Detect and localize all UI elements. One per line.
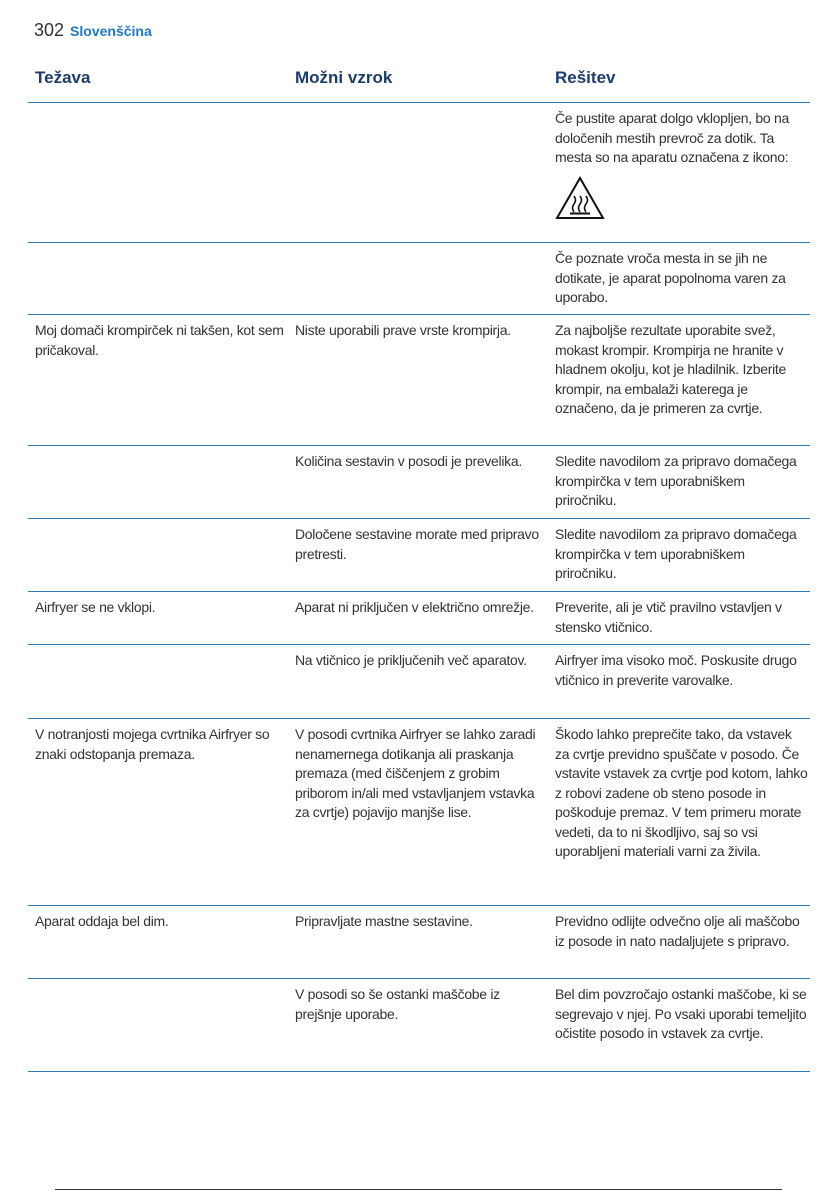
problem-cell-text: Moj domači krompirček ni takšen, kot sem pričakoval. (35, 322, 284, 358)
table-row (28, 645, 810, 719)
footer-divider (55, 1189, 782, 1190)
cause-cell (288, 519, 548, 591)
solution-cell-text: Če pustite aparat dolgo vklopljen, bo na določenih mestih prevroč za dotik. Ta mesta so na aparatu označena z ikono: (555, 110, 789, 165)
solution-cell-text: Previdno odlijte odvečno olje ali maščobo iz posode in nato nadaljujete s pripravo. (555, 913, 800, 949)
problem-cell (28, 906, 288, 978)
table-row (28, 315, 810, 446)
cause-cell (288, 446, 548, 518)
problem-cell (28, 103, 288, 242)
problem-cell (28, 243, 288, 314)
solution-cell-text: Sledite navodilom za pripravo domačega krompirčka v tem uporabniškem priročniku. (555, 526, 797, 581)
problem-cell (28, 315, 288, 445)
cause-cell (288, 979, 548, 1071)
cause-cell (288, 645, 548, 718)
solution-cell-text: Airfryer ima visoko moč. Poskusite drugo vtičnico in preverite varovalke. (555, 652, 797, 688)
table-row (28, 906, 810, 979)
solution-cell (548, 315, 810, 445)
table-row (28, 979, 810, 1072)
table-row (28, 103, 810, 243)
solution-cell (548, 243, 810, 314)
problem-cell (28, 979, 288, 1071)
solution-cell (548, 906, 810, 978)
solution-cell (548, 719, 810, 905)
solution-cell (548, 519, 810, 591)
hot-surface-warning-icon (555, 168, 808, 226)
table-row (28, 519, 810, 592)
solution-cell (548, 103, 810, 242)
cause-cell-text: Količina sestavin v posodi je prevelika. (295, 453, 522, 469)
header-problem: Težava (35, 68, 91, 87)
cause-cell-text: V posodi so še ostanki maščobe iz prejšnje uporabe. (295, 986, 500, 1022)
page-number: 302 (34, 20, 65, 40)
cause-cell (288, 315, 548, 445)
solution-cell (548, 446, 810, 518)
cause-cell-text: V posodi cvrtnika Airfryer se lahko zaradi nenamernega dotikanja ali praskanja premaza (med čiščenjem z grobim priborom in/ali med vstavljanjem vstavka za cvrtje) pojavijo manjše lise. (295, 726, 536, 820)
table-row (28, 592, 810, 645)
problem-cell (28, 592, 288, 644)
cause-cell (288, 103, 548, 242)
cause-cell (288, 592, 548, 644)
problem-cell-text: Airfryer se ne vklopi. (35, 599, 156, 615)
cause-cell (288, 243, 548, 314)
page-header (34, 20, 152, 41)
table-row (28, 446, 810, 519)
cause-cell-text: Aparat ni priključen v električno omrežje. (295, 599, 534, 615)
troubleshooting-table (28, 60, 810, 1072)
solution-cell (548, 645, 810, 718)
table-header (28, 60, 810, 103)
section-language: Slovenščina (70, 23, 152, 39)
solution-cell-text: Sledite navodilom za pripravo domačega krompirčka v tem uporabniškem priročniku. (555, 453, 797, 508)
problem-cell (28, 519, 288, 591)
cause-cell-text: Niste uporabili prave vrste krompirja. (295, 322, 511, 338)
cause-cell-text: Določene sestavine morate med pripravo pretresti. (295, 526, 539, 562)
solution-cell-text: Preverite, ali je vtič pravilno vstavljen v stensko vtičnico. (555, 599, 782, 635)
table-row (28, 243, 810, 315)
cause-cell (288, 906, 548, 978)
solution-cell-text: Za najboljše rezultate uporabite svež, mokast krompir. Krompirja ne hranite v hladnem okolju, kot je hladilnik. Izberite krompir, na embalaži katerega je označeno, da je primeren za cvrtje. (555, 322, 786, 416)
problem-cell-text: V notranjosti mojega cvrtnika Airfryer so znaki odstopanja premaza. (35, 726, 270, 762)
solution-cell-text: Škodo lahko preprečite tako, da vstavek za cvrtje previdno spuščate v posodo. Če vstavite vstavek za cvrtje pod kotom, lahko z robovi zadene ob steno posode in poškoduje premaz. V tem primeru morate vedeti, da to ni škodljivo, saj so vsi uporabljeni materiali varni za živila. (555, 726, 808, 859)
solution-cell (548, 979, 810, 1071)
solution-cell-text: Če poznate vroča mesta in se jih ne dotikate, je aparat popolnoma varen za uporabo. (555, 250, 786, 305)
header-cause: Možni vzrok (295, 68, 393, 87)
problem-cell (28, 719, 288, 905)
problem-cell (28, 446, 288, 518)
solution-cell-text: Bel dim povzročajo ostanki maščobe, ki se segrevajo v njej. Po vsaki uporabi temeljito očistite posodo in vstavek za cvrtje. (555, 986, 807, 1041)
problem-cell (28, 645, 288, 718)
cause-cell-text: Na vtičnico je priključenih več aparatov. (295, 652, 527, 668)
header-solution: Rešitev (555, 68, 616, 87)
solution-cell (548, 592, 810, 644)
problem-cell-text: Aparat oddaja bel dim. (35, 913, 169, 929)
cause-cell-text: Pripravljate mastne sestavine. (295, 913, 473, 929)
table-row (28, 719, 810, 906)
cause-cell (288, 719, 548, 905)
